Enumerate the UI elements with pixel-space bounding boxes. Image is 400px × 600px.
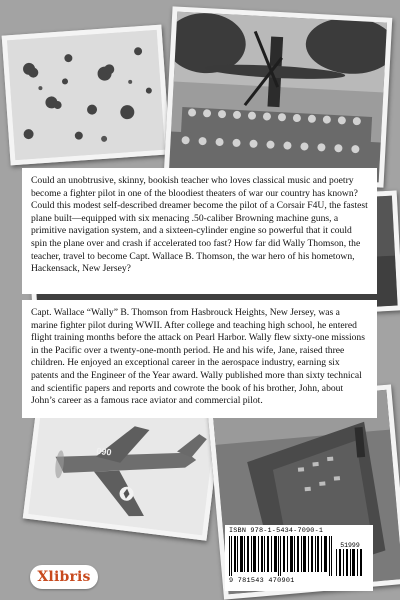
isbn-barcode — [225, 525, 373, 591]
barcode-bars — [229, 536, 333, 576]
description-text: Could an unobtrusive, skinny, bookish teacher who loves classical music and poetry become a fighter pilot in one of the bloodiest theaters of war our country has known? Could this modest self-described dreamer become the pilot of a Corsair F4U, the fastest plane built—equipped with six menacing .50-caliber Browning machine guns, a primitive navigation system, and a sixteen-cylinder engine so powerful that it could spin the plane over and crash if accelerated too fast? How far did Wally Thomson, the teacher, travel to become Capt. Wallace B. Thomson, the war hero of his hometown, Hackensack, New Jersey? — [31, 175, 368, 275]
publisher-logo — [30, 565, 98, 589]
plane-marking: 090 — [95, 445, 113, 458]
flak-sky-photo — [2, 25, 171, 166]
ean-number: 9 781543 470901 — [229, 577, 295, 585]
price-addon-bars — [336, 549, 364, 576]
squadron-group-photo — [164, 6, 393, 187]
bio-text: Capt. Wallace “Wally” B. Thomson from Hasbrouck Heights, New Jersey, was a marine fighter pilot during WWII. After college and teaching high school, he entered flight training months before the attack on Pearl Harbor. Wally flew sixty-one missions in the Pacific over a twenty-one-month period. He and his wife, Jane, raised three children. He enjoyed an exceptional career in the aerospace industry, earning six patents and the Engineer of the Year award. Wally published more than sixty technical and scientific papers and reports and cowrote the book of his brother, John, about John’s career as a famous race aviator and commercial pilot. — [31, 307, 365, 407]
book-description — [22, 168, 377, 294]
isbn-number: ISBN 978-1-5434-7090-1 — [229, 527, 324, 535]
publisher-name: Xlibris — [37, 569, 91, 585]
author-bio — [22, 300, 377, 418]
price-code: 51999 — [340, 542, 360, 549]
